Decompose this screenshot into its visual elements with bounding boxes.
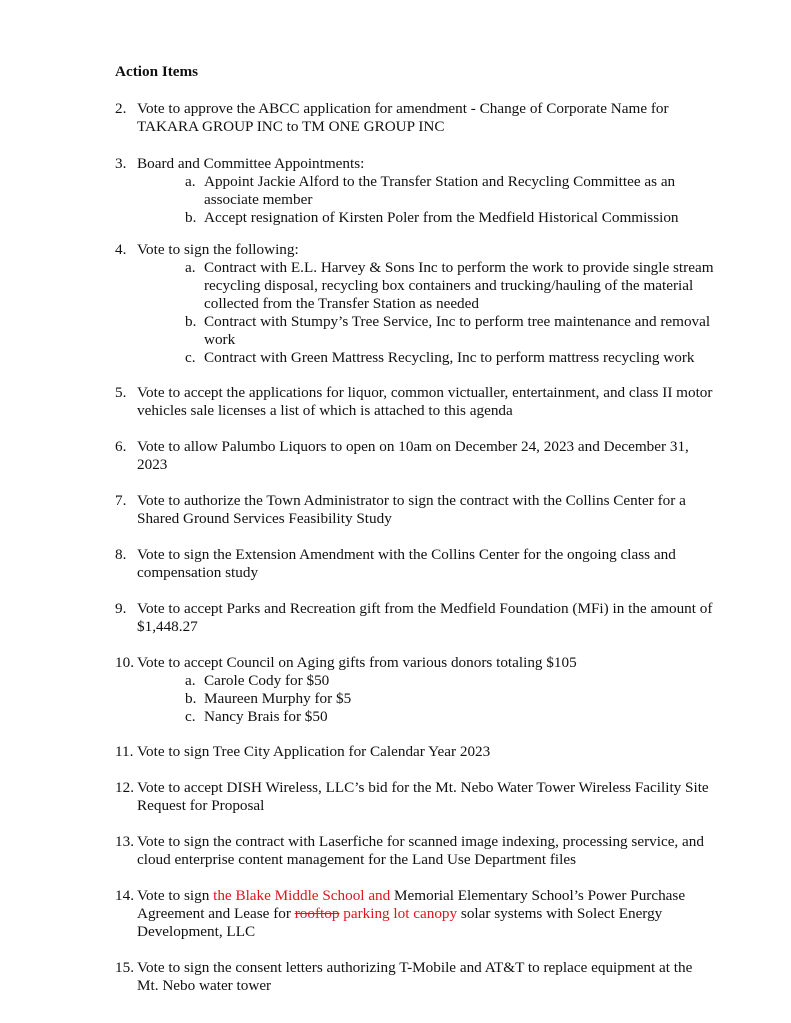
- agenda-item-2: [115, 100, 715, 136]
- item-number: 13.: [115, 833, 134, 850]
- agenda-item-6: [115, 438, 715, 474]
- agenda-item-7: [115, 492, 715, 528]
- text-segment: Vote to sign: [137, 887, 214, 904]
- item-number: 11.: [115, 743, 134, 760]
- sub-item-letter: b.: [185, 690, 197, 707]
- agenda-item-4: [115, 241, 715, 367]
- item-number: 14.: [115, 887, 134, 904]
- deleted-text: rooftop: [294, 905, 340, 922]
- sub-item-text: Appoint Jackie Alford to the Transfer Station and Recycling Committee as an associate member: [204, 173, 676, 208]
- item-number: 5.: [115, 384, 127, 401]
- item-text: Vote to accept the applications for liquor, common victualler, entertainment, and class II motor vehicles sale licenses a list of which is attached to this agenda: [137, 384, 713, 419]
- agenda-item-10: [115, 654, 715, 726]
- sub-item-text: Maureen Murphy for $5: [204, 690, 352, 707]
- sub-item-letter: b.: [185, 209, 197, 226]
- sub-item-text: Contract with Stumpy’s Tree Service, Inc to perform tree maintenance and removal work: [204, 313, 711, 348]
- section-heading: Action Items: [115, 63, 199, 80]
- item-text: Vote to sign the following:: [137, 241, 299, 258]
- item-number: 6.: [115, 438, 127, 455]
- item-number: 4.: [115, 241, 127, 258]
- item-text: Vote to accept DISH Wireless, LLC’s bid for the Mt. Nebo Water Tower Wireless Facility Site Request for Proposal: [137, 779, 709, 814]
- agenda-item-8: [115, 546, 715, 582]
- item-text: Vote to authorize the Town Administrator to sign the contract with the Collins Center for a Shared Ground Services Feasibility Study: [137, 492, 686, 527]
- sub-item: [185, 690, 715, 708]
- sub-item-letter: c.: [185, 349, 196, 366]
- sub-item-letter: c.: [185, 708, 196, 725]
- item-text: Board and Committee Appointments:: [137, 155, 365, 172]
- sub-item: [185, 313, 715, 349]
- agenda-item-11: [115, 743, 715, 761]
- sub-item: [185, 672, 715, 690]
- agenda-item-5: [115, 384, 715, 420]
- item-number: 12.: [115, 779, 134, 796]
- item-text: Vote to sign the contract with Laserfiche for scanned image indexing, processing service, and cloud enterprise content management for the Land Use Department files: [137, 833, 704, 868]
- inserted-text: the Blake Middle School and: [213, 887, 391, 904]
- sub-item: [185, 209, 715, 227]
- agenda-item-12: [115, 779, 715, 815]
- sub-item-letter: b.: [185, 313, 197, 330]
- item-number: 8.: [115, 546, 127, 563]
- item-number: 9.: [115, 600, 127, 617]
- text-segment: solar systems with Solect Energy Development, LLC: [137, 905, 663, 940]
- item-text: Vote to sign the consent letters authorizing T-Mobile and AT&T to replace equipment at the Mt. Nebo water tower: [137, 959, 693, 994]
- sub-item-letter: a.: [185, 259, 196, 276]
- sub-item-text: Nancy Brais for $50: [204, 708, 328, 725]
- agenda-item-13: [115, 833, 715, 869]
- sub-item-letter: a.: [185, 173, 196, 190]
- item-text: [137, 887, 715, 941]
- sub-item-text: Contract with E.L. Harvey & Sons Inc to perform the work to provide single stream recycling disposal, recycling box containers and trucking/hauling of the material collected from the Transfer Station as needed: [204, 259, 714, 312]
- sub-item: [185, 173, 715, 209]
- item-text: Vote to accept Council on Aging gifts from various donors totaling $105: [137, 654, 577, 671]
- sub-item-text: Accept resignation of Kirsten Poler from the Medfield Historical Commission: [204, 209, 679, 226]
- item-number: 3.: [115, 155, 127, 172]
- item-number: 2.: [115, 100, 127, 117]
- inserted-text: parking lot canopy: [343, 905, 458, 922]
- agenda-item-14: [115, 887, 715, 941]
- sub-item-text: Contract with Green Mattress Recycling, Inc to perform mattress recycling work: [204, 349, 695, 366]
- sub-item: [185, 349, 715, 367]
- item-text: Vote to sign the Extension Amendment with the Collins Center for the ongoing class and compensation study: [137, 546, 676, 581]
- item-text: Vote to allow Palumbo Liquors to open on 10am on December 24, 2023 and December 31, 2023: [137, 438, 689, 473]
- item-number: 10.: [115, 654, 134, 671]
- text-segment: Memorial Elementary School’s Power Purchase Agreement and Lease for: [137, 887, 686, 922]
- sub-item: [185, 259, 715, 313]
- item-text: Vote to accept Parks and Recreation gift from the Medfield Foundation (MFi) in the amount of $1,448.27: [137, 600, 713, 635]
- item-number: 15.: [115, 959, 134, 976]
- agenda-item-3: [115, 155, 715, 227]
- sub-item: [185, 708, 715, 726]
- item-text: Vote to approve the ABCC application for amendment - Change of Corporate Name for TAKARA GROUP INC to TM ONE GROUP INC: [137, 100, 669, 135]
- agenda-item-15: [115, 959, 715, 995]
- agenda-item-9: [115, 600, 715, 636]
- sub-item-text: Carole Cody for $50: [204, 672, 330, 689]
- item-text: Vote to sign Tree City Application for Calendar Year 2023: [137, 743, 491, 760]
- item-number: 7.: [115, 492, 127, 509]
- sub-item-letter: a.: [185, 672, 196, 689]
